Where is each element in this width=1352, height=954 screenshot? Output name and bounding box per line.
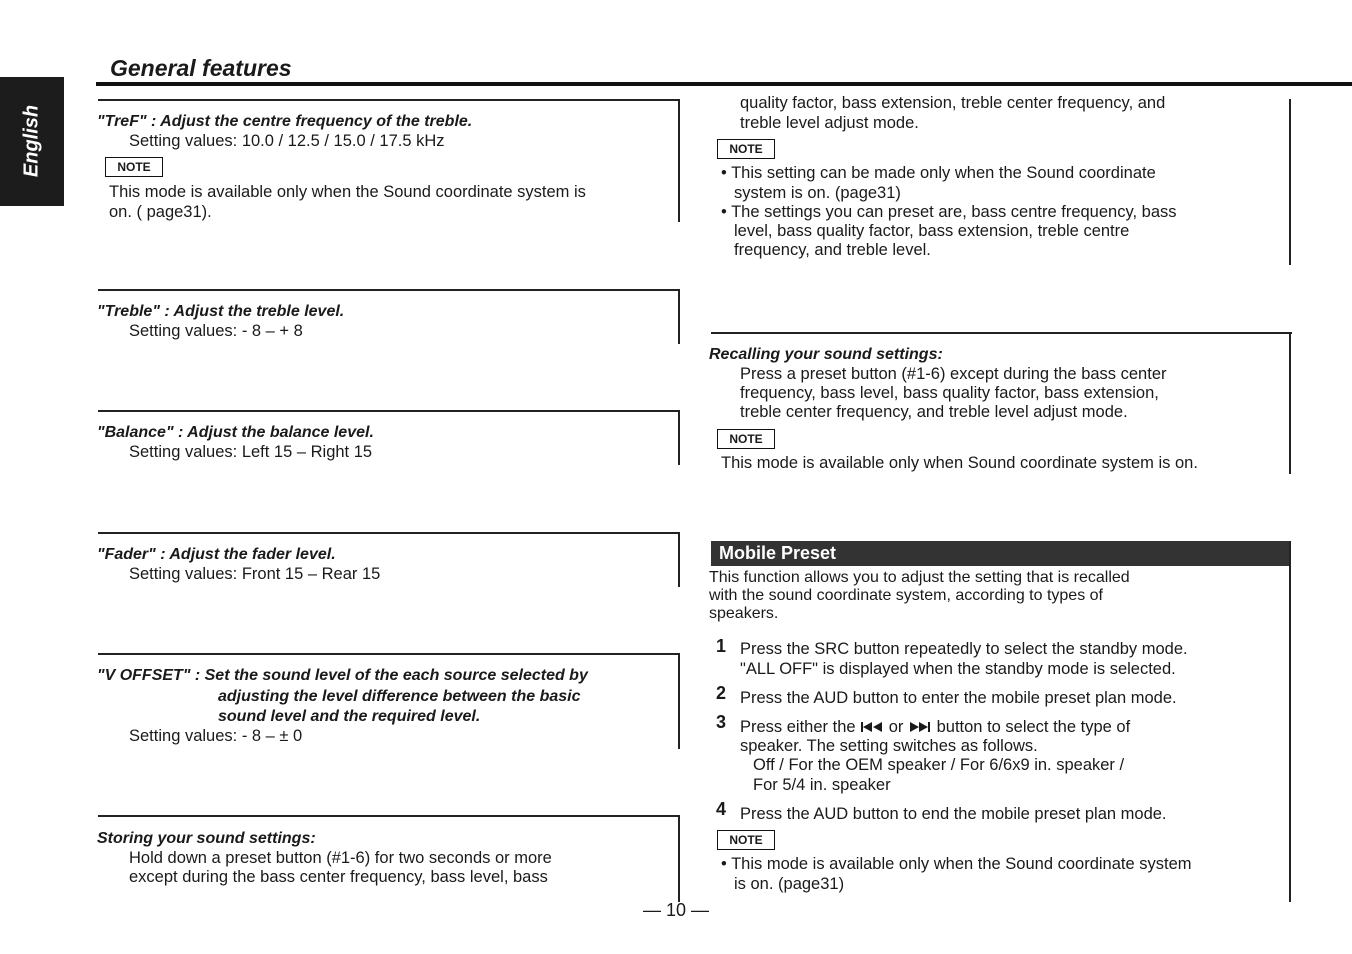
storing-cont-line: quality factor, bass extension, treble center frequency, and [740, 94, 1166, 112]
section-rule [678, 532, 680, 587]
step-number: 2 [716, 683, 727, 703]
step-text: speaker. The setting switches as follows. [740, 737, 1038, 755]
balance-heading: "Balance" : Adjust the balance level. [97, 424, 374, 441]
tref-setting: Setting values: 10.0 / 12.5 / 15.0 / 17.5 kHz [129, 132, 445, 150]
language-tab [0, 77, 64, 206]
fader-setting: Setting values: Front 15 – Rear 15 [129, 565, 381, 583]
voffset-heading: adjusting the level difference between the basic [218, 688, 581, 705]
step-text-part: Press either the [740, 718, 856, 736]
section-rule [1289, 99, 1291, 265]
mobile-preset-intro: This function allows you to adjust the setting that is recalled [709, 569, 1130, 586]
tref-note-line: This mode is available only when the Sound coordinate system is [109, 183, 586, 201]
storing-note-line: level, bass quality factor, bass extension, treble centre [734, 222, 1130, 240]
note-badge: NOTE [717, 429, 775, 449]
treble-heading: "Treble" : Adjust the treble level. [97, 303, 345, 320]
voffset-heading: sound level and the required level. [218, 708, 481, 725]
step-option-line: For 5/4 in. speaker [753, 776, 891, 794]
mobile-preset-note: • This mode is available only when the Sound coordinate system [721, 855, 1192, 873]
page-title: General features [110, 55, 292, 81]
section-divider [98, 99, 680, 101]
step-option-line: Off / For the OEM speaker / For 6/6x9 in. speaker / [753, 756, 1125, 774]
recalling-line: treble center frequency, and treble level adjust mode. [740, 403, 1128, 421]
storing-note-line: • The settings you can preset are, bass centre frequency, bass [721, 203, 1177, 221]
note-badge: NOTE [105, 157, 163, 177]
section-rule [678, 410, 680, 465]
treble-setting: Setting values: - 8 – + 8 [129, 322, 303, 340]
step-text: Press the SRC button repeatedly to select the standby mode. [740, 640, 1188, 658]
mobile-preset-note: is on. (page31) [734, 875, 845, 893]
voffset-setting: Setting values: - 8 – ± 0 [129, 727, 303, 745]
section-rule [678, 815, 680, 902]
section-divider [711, 332, 1292, 334]
tref-note-line: on. ( page31). [109, 203, 212, 221]
mobile-preset-intro: with the sound coordinate system, according to types of [709, 587, 1103, 604]
step-text: Press the AUD button to enter the mobile preset plan mode. [740, 689, 1177, 707]
balance-setting: Setting values: Left 15 – Right 15 [129, 443, 373, 461]
step-text-part: or [888, 718, 904, 736]
storing-heading: Storing your sound settings: [97, 830, 316, 847]
section-divider [98, 410, 680, 412]
recalling-heading: Recalling your sound settings: [709, 346, 943, 363]
recalling-line: frequency, bass level, bass quality factor, bass extension, [740, 384, 1159, 402]
storing-line: Hold down a preset button (#1-6) for two seconds or more [129, 849, 552, 867]
step-number: 4 [716, 799, 727, 819]
section-rule [1289, 332, 1291, 474]
mobile-preset-intro: speakers. [709, 605, 779, 622]
page-number: — 10 — [642, 900, 710, 920]
voffset-heading: "V OFFSET" : Set the sound level of the each source selected by [97, 667, 588, 684]
section-rule [678, 99, 680, 222]
section-divider [98, 653, 680, 655]
step-text: Press the AUD button to end the mobile preset plan mode. [740, 805, 1167, 823]
storing-note-line: system is on. (page31) [734, 184, 901, 202]
section-rule [1289, 541, 1291, 902]
title-rule [96, 82, 1352, 86]
section-divider [98, 289, 680, 291]
section-divider [98, 532, 680, 534]
note-badge: NOTE [717, 830, 775, 850]
step-text: "ALL OFF" is displayed when the standby mode is selected. [740, 660, 1176, 678]
step-text [740, 718, 1130, 738]
tref-heading: "TreF" : Adjust the centre frequency of the treble. [97, 113, 473, 130]
section-rule [678, 653, 680, 749]
recalling-line: Press a preset button (#1-6) except during the bass center [740, 365, 1167, 383]
step-number: 1 [716, 636, 727, 656]
fader-heading: "Fader" : Adjust the fader level. [97, 546, 336, 563]
next-track-icon [908, 721, 932, 733]
storing-line: except during the bass center frequency, bass level, bass [129, 868, 548, 886]
language-tab-label: English [20, 104, 43, 178]
note-badge: NOTE [717, 139, 775, 159]
section-rule [678, 289, 680, 344]
step-text-part: button to select the type of [936, 718, 1131, 736]
step-number: 3 [716, 712, 727, 732]
section-divider [98, 815, 680, 817]
mobile-preset-banner: Mobile Preset [711, 541, 1291, 566]
storing-note-line: • This setting can be made only when the Sound coordinate [721, 164, 1156, 182]
storing-note-line: frequency, and treble level. [734, 241, 931, 259]
storing-cont-line: treble level adjust mode. [740, 114, 919, 132]
previous-track-icon [860, 721, 884, 733]
recalling-note: This mode is available only when Sound coordinate system is on. [721, 454, 1198, 472]
